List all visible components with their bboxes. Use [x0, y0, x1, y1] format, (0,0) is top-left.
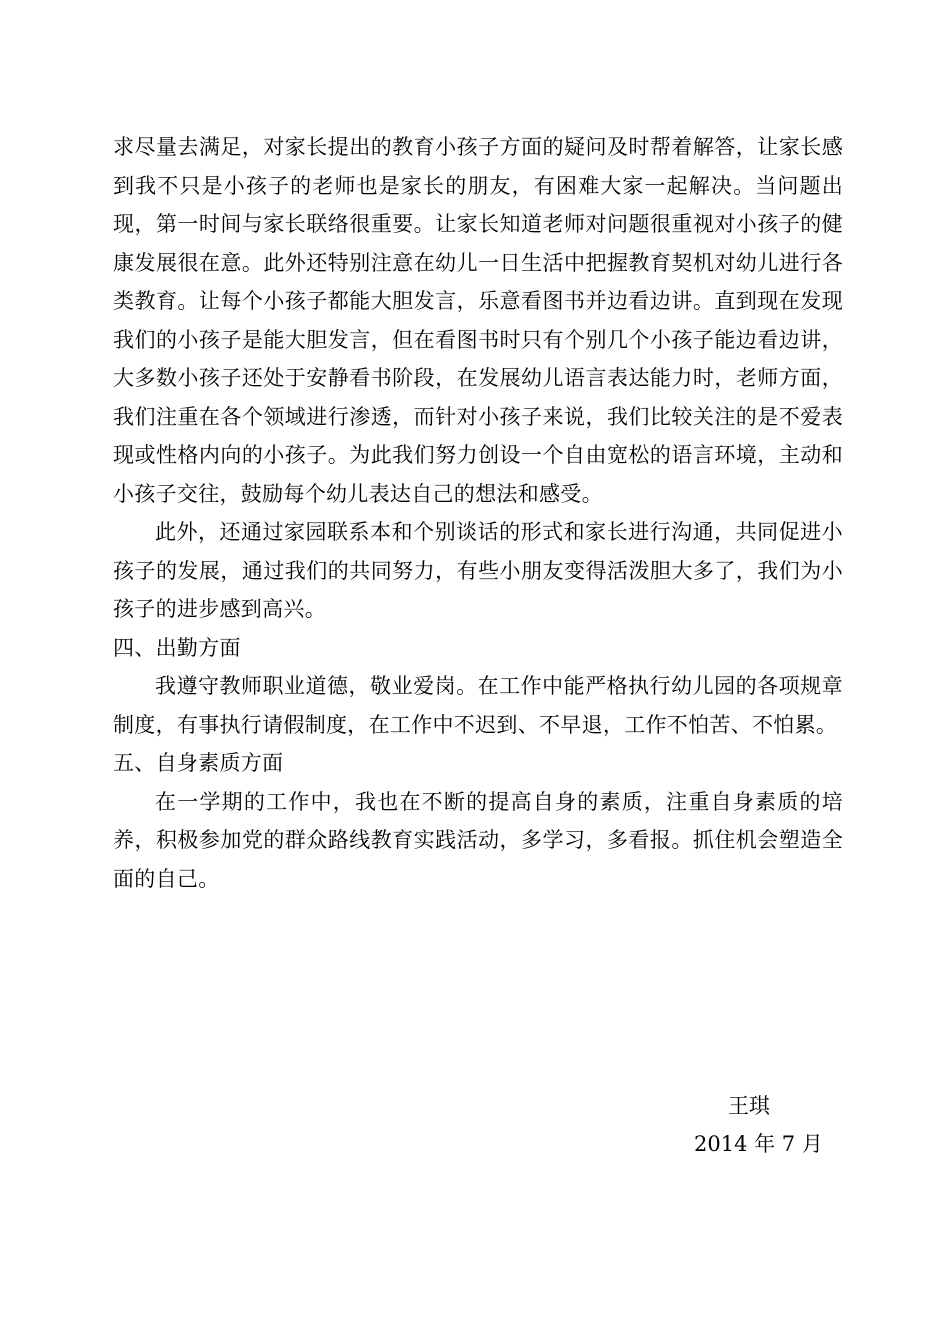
section-heading-self-quality: 五、自身素质方面 [113, 751, 284, 775]
paragraph-attendance: 我遵守教师职业道德，敬业爱岗。在工作中能严格执行幼儿园的各项规章制度，有事执行请假制度，在工作中不迟到、不早退，工作不怕苦、不怕累。 [113, 674, 843, 737]
document-body [113, 128, 843, 898]
signature-date: 2014 年 7 月 [694, 1132, 823, 1156]
paragraph-self-quality: 在一学期的工作中，我也在不断的提高自身的素质，注重自身素质的培养，积极参加党的群众路线教育实践活动，多学习，多看报。抓住机会塑造全面的自己。 [113, 789, 843, 891]
signature-name: 王琪 [728, 1094, 770, 1118]
paragraph-home-school-contact: 此外，还通过家园联系本和个别谈话的形式和家长进行沟通，共同促进小孩子的发展，通过我们的共同努力，有些小朋友变得活泼胆大多了，我们为小孩子的进步感到高兴。 [113, 520, 843, 621]
paragraph-parent-communication: 求尽量去满足，对家长提出的教育小孩子方面的疑问及时帮着解答，让家长感到我不只是小孩子的老师也是家长的朋友，有困难大家一起解决。当问题出现，第一时间与家长联络很重要。让家长知道老师对问题很重视对小孩子的健康发展很在意。此外还特别注意在幼儿一日生活中把握教育契机对幼儿进行各类教育。让每个小孩子都能大胆发言，乐意看图书并边看边讲。直到现在发现我们的小孩子是能大胆发言，但在看图书时只有个别几个小孩子能边看边讲，大多数小孩子还处于安静看书阶段，在发展幼儿语言表达能力时，老师方面，我们注重在各个领域进行渗透，而针对小孩子来说，我们比较关注的是不爱表现或性格内向的小孩子。为此我们努力创设一个自由宽松的语言环境，主动和小孩子交往，鼓励每个幼儿表达自己的想法和感受。 [113, 135, 843, 506]
section-heading-attendance: 四、出勤方面 [113, 635, 241, 660]
